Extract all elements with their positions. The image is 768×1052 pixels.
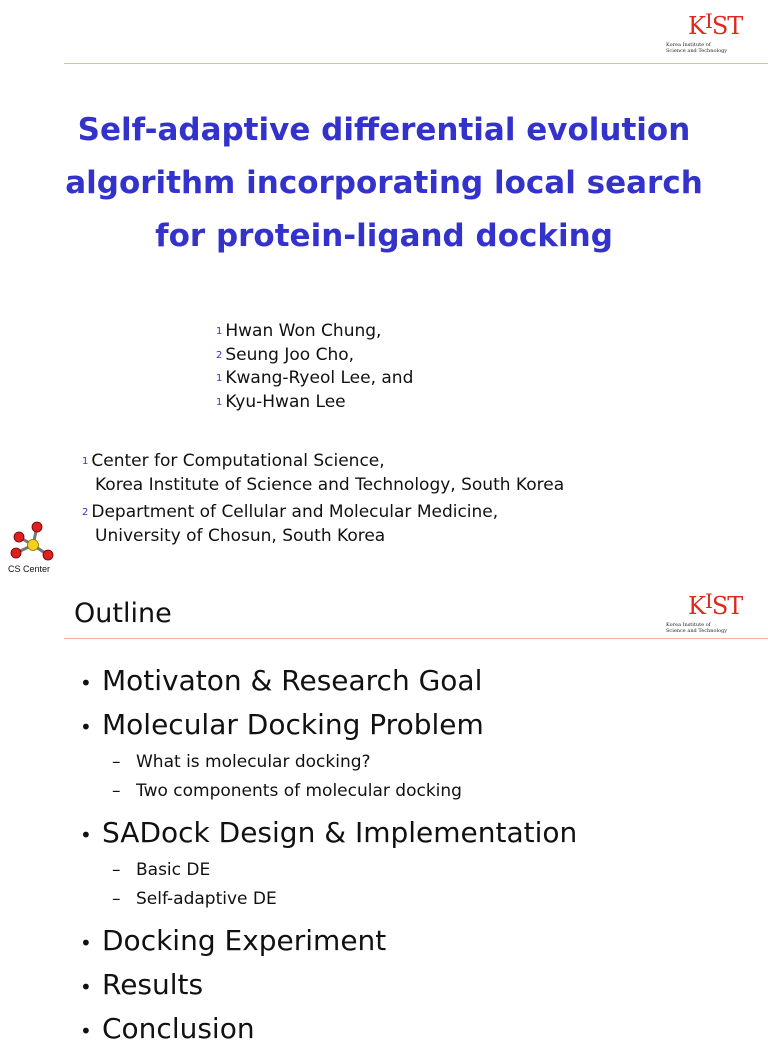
outline-title: Outline [74,598,172,629]
outline-item [80,812,577,856]
affiliation-list [82,450,564,552]
bullet-icon: • [80,671,92,695]
footnote-mark: 1 [216,326,223,337]
kist-logo-wordmark: $K^IST$ [688,9,743,40]
outline-subitem-label: What is molecular docking? [136,752,371,772]
dash-icon: – [112,781,121,801]
bullet-icon: • [80,931,92,955]
cs-center-logo [6,518,62,578]
bullet-icon: • [80,975,92,999]
kist-logo [660,589,743,638]
footnote-mark: 1 [82,456,89,467]
outline-item [80,660,577,704]
bullet-icon: • [80,1019,92,1043]
kist-logo [660,9,743,58]
outline-slide [0,589,768,1045]
outline-item-label: Motivaton & Research Goal [102,664,483,697]
affiliation-line: Korea Institute of Science and Technology, South Korea [95,474,565,495]
author-name: Kwang-Ryeol Lee, and [225,368,414,388]
outline-subitem [80,777,577,806]
author-name: Hwan Won Chung, [225,321,382,341]
footnote-mark: 1 [216,396,223,408]
outline-item-label: Results [102,968,204,1001]
outline-item [80,704,577,748]
author-row [216,367,413,391]
affiliation-line: University of Chosun, South Korea [95,525,386,546]
kist-logo-subtitle: Korea Institute of Science and Technology [666,42,728,54]
affiliation-line: Center for Computational Science, [91,451,385,471]
title-line: for protein-ligand docking [155,218,613,254]
affiliation [82,450,564,497]
author-list [216,320,413,414]
outline-subitem [80,885,577,914]
author-name: Kyu-Hwan Lee [225,391,346,412]
dash-icon: – [112,752,121,772]
author-row [216,344,413,368]
cs-center-label: CS Center [8,564,51,574]
header-rule [64,638,768,639]
outline-list [80,660,577,1052]
kist-logo-subtitle: Korea Institute of Science and Technology [666,622,728,634]
footnote-mark: 2 [216,349,223,361]
title-line: Self-adaptive differential evolution [77,112,691,148]
footnote-mark: 1 [216,373,223,384]
outline-item-label: Conclusion [102,1012,255,1045]
author-row [216,320,413,344]
outline-subitem-label: Basic DE [136,860,211,880]
header-rule [64,63,768,64]
outline-item-label: Molecular Docking Problem [102,708,484,741]
outline-item [80,964,577,1008]
outline-item [80,920,577,964]
dash-icon: – [112,860,121,880]
affiliation-line: Department of Cellular and Molecular Medicine, [91,502,499,522]
author-name: Seung Joo Cho, [225,344,355,365]
footnote-mark: 2 [82,507,89,518]
slide-title [0,104,768,263]
dash-icon: – [112,889,121,909]
outline-item-label: Docking Experiment [102,924,387,957]
bullet-icon: • [80,715,92,739]
outline-item-label: SADock Design & Implementation [102,816,578,849]
title-line: algorithm incorporating local search [65,165,703,201]
molecule-icon [10,518,58,564]
outline-item [80,1008,577,1052]
affiliation [82,501,564,548]
kist-logo-wordmark: $K^IST$ [688,589,743,620]
bullet-icon: • [80,823,92,847]
author-row [216,391,413,415]
outline-subitem-label: Two components of molecular docking [136,781,462,801]
outline-subitem-label: Self-adaptive DE [136,889,277,909]
outline-subitem [80,856,577,885]
outline-subitem [80,748,577,777]
